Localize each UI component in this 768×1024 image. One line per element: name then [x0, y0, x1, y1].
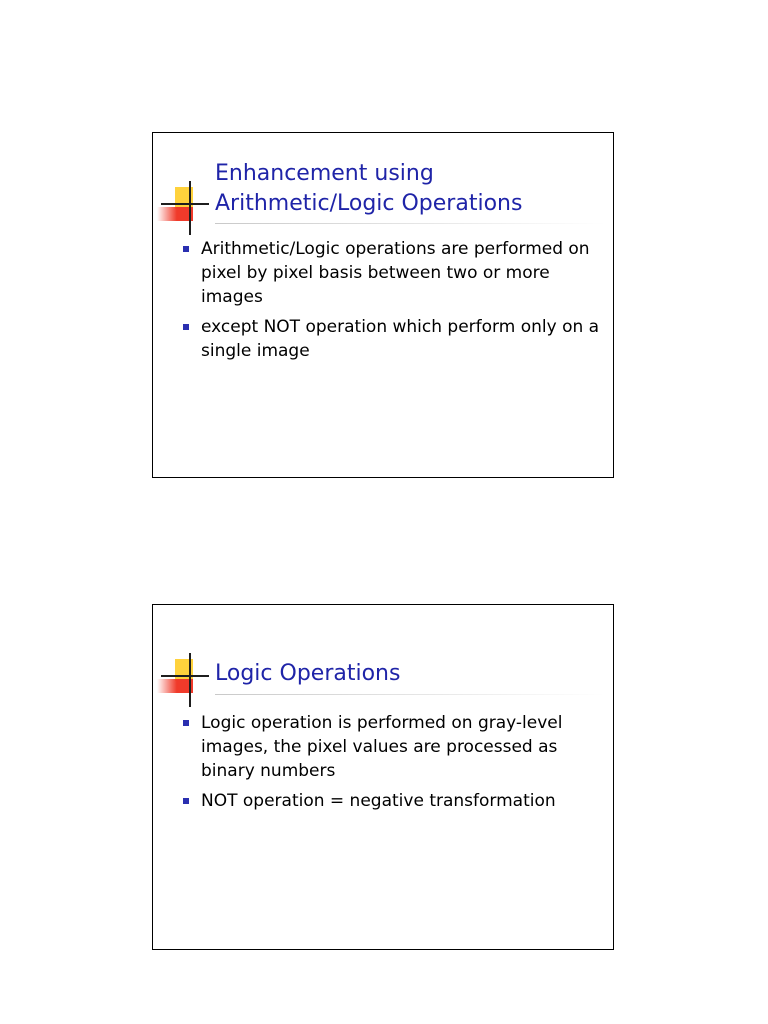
- slide-2: [152, 604, 614, 950]
- slide-title-line-1: Logic Operations: [215, 661, 401, 686]
- title-divider: [215, 694, 605, 695]
- bullet-text: except NOT operation which perform only on a single image: [201, 317, 600, 361]
- slide-title: [215, 659, 605, 689]
- bullet-item: [181, 315, 601, 363]
- slide-title: [215, 159, 605, 219]
- slide-title-line-1: Enhancement using: [215, 161, 434, 186]
- bullet-list: [181, 711, 601, 819]
- slide-title-line-2: Arithmetic/Logic Operations: [215, 191, 523, 216]
- square-bullet-icon: [183, 798, 189, 804]
- corner-emblem-icon: [153, 605, 213, 705]
- square-bullet-icon: [183, 720, 189, 726]
- slide-1: [152, 132, 614, 478]
- corner-emblem-icon: [153, 133, 213, 233]
- bullet-item: [181, 711, 601, 783]
- bullet-item: [181, 789, 601, 813]
- bullet-list: [181, 237, 601, 369]
- square-bullet-icon: [183, 246, 189, 252]
- title-divider: [215, 223, 605, 224]
- square-bullet-icon: [183, 324, 189, 330]
- bullet-text: Arithmetic/Logic operations are performed on pixel by pixel basis between two or more images: [201, 239, 590, 307]
- bullet-text: Logic operation is performed on gray-level images, the pixel values are processed as binary numbers: [201, 713, 563, 781]
- bullet-item: [181, 237, 601, 309]
- bullet-text: NOT operation = negative transformation: [201, 791, 556, 811]
